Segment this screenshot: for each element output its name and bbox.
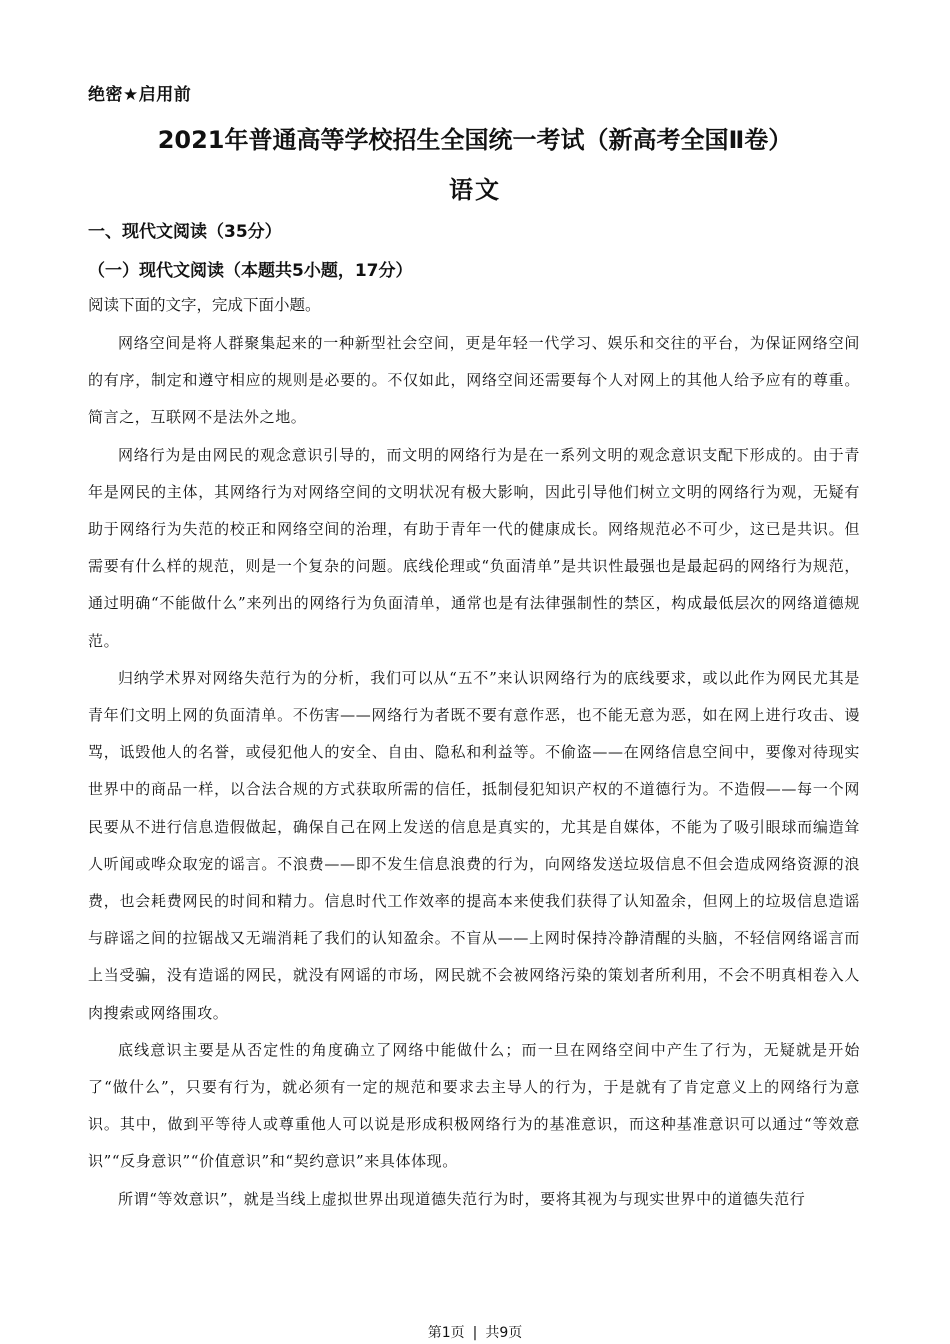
page-total: 共9页 xyxy=(485,1325,523,1341)
paragraph-5: 所谓“等效意识”，就是当线上虚拟世界出现道德失范行为时，要将其视为与现实世界中的道德失范行 xyxy=(118,1189,806,1208)
reading-passage xyxy=(88,325,860,1218)
subject-title: 语文 xyxy=(449,176,501,204)
paragraph-4: 底线意识主要是从否定性的角度确立了网络中能做什么；而一旦在网络空间中产生了行为，无疑就是开始了“做什么”，只要有行为，就必须有一定的规范和要求去主导人的行为，于是就有了肯定意义上的网络行为意识。其中，做到平等待人或尊重他人可以说是形成积极网络行为的基准意识，而这种基准意识可以通过“等效意识”“反身意识”“价值意识”和“契约意识”来具体体现。 xyxy=(88,1040,860,1171)
page-footer xyxy=(0,1322,950,1342)
secret-mark: 绝密★启用前 xyxy=(88,85,192,105)
page-current: 第1页 xyxy=(427,1325,465,1341)
paragraph-2: 网络行为是由网民的观念意识引导的，而文明的网络行为是在一系列文明的观念意识支配下形成的。由于青年是网民的主体，其网络行为对网络空间的文明状况有极大影响，因此引导他们树立文明的网络行为观，无疑有助于网络行为失范的校正和网络空间的治理，有助于青年一代的健康成长。网络规范必不可少，这已是共识。但需要有什么样的规范，则是一个复杂的问题。底线伦理或“负面清单”是共识性最强也是最起码的网络行为规范，通过明确“不能做什么”来列出的网络行为负面清单，通常也是有法律强制性的禁区，构成最低层次的网络道德规范。 xyxy=(88,445,860,650)
section-heading: 一、现代文阅读（35分） xyxy=(88,222,282,242)
paragraph-1: 网络空间是将人群聚集起来的一种新型社会空间，更是年轻一代学习、娱乐和交往的平台，为保证网络空间的有序，制定和遵守相应的规则是必要的。不仅如此，网络空间还需要每个人对网上的其他人给予应有的尊重。简言之，互联网不是法外之地。 xyxy=(88,334,860,427)
exam-title: 2021年普通高等学校招生全国统一考试（新高考全国Ⅱ卷） xyxy=(157,126,793,154)
paragraph-3: 归纳学术界对网络失范行为的分析，我们可以从“五不”来认识网络行为的底线要求，或以此作为网民尤其是青年们文明上网的负面清单。不伤害——网络行为者既不要有意作恶，也不能无意为恶，如在网上进行攻击、谩骂，诋毁他人的名誉，或侵犯他人的安全、自由、隐私和利益等。不偷盗——在网络信息空间中，要像对待现实世界中的商品一样，以合法合规的方式获取所需的信任，抵制侵犯知识产权的不道德行为。不造假——每一个网民要从不进行信息造假做起，确保自己在网上发送的信息是真实的，尤其是自媒体，不能为了吸引眼球而编造耸人听闻或哗众取宠的谣言。不浪费——即不发生信息浪费的行为，向网络发送垃圾信息不但会造成网络资源的浪费，也会耗费网民的时间和精力。信息时代工作效率的提高本来使我们获得了认知盈余，但网上的垃圾信息造谣与辟谣之间的拉锯战又无端消耗了我们的认知盈余。不盲从——上网时保持冷静清醒的头脑，不轻信网络谣言而上当受骗，没有造谣的网民，就没有网谣的市场，网民就不会被网络污染的策划者所利用，不会不明真相卷入人肉搜索或网络围攻。 xyxy=(88,668,860,1022)
subsection-heading: （一）现代文阅读（本题共5小题，17分） xyxy=(88,261,413,281)
page-separator: | xyxy=(472,1325,478,1341)
reading-instruction: 阅读下面的文字，完成下面小题。 xyxy=(88,296,321,314)
